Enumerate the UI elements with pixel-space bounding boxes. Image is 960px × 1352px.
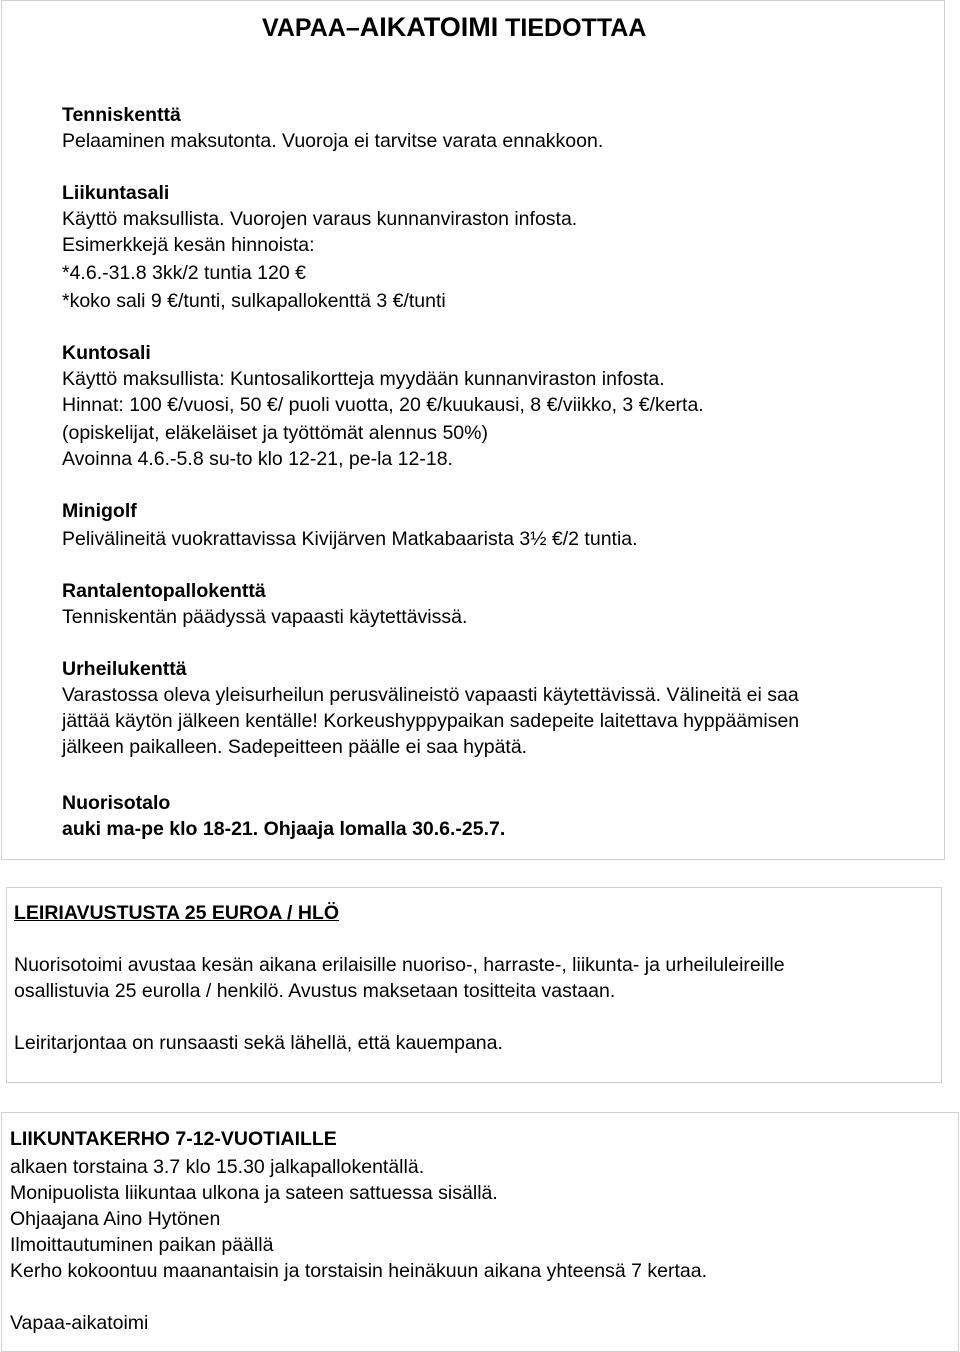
kuntosali-line-3: (opiskelijat, eläkeläiset ja työttömät alennus 50%) [62,422,488,444]
camp-grant-line-3: Leiritarjontaa on runsaasti sekä lähellä, että kauempana. [14,1032,503,1054]
camp-grant-line-1: Nuorisotoimi avustaa kesän aikana erilaisille nuoriso-, harraste-, liikunta- ja urheiluleireille [14,954,785,976]
kuntosali-line-4: Avoinna 4.6.-5.8 su-to klo 12-21, pe-la 12-18. [62,448,453,470]
urheilukentta-line-3: jälkeen paikalleen. Sadepeitteen päälle ei saa hypätä. [62,736,528,758]
sports-club-line-3: Ohjaajana Aino Hytönen [10,1208,221,1230]
camp-grant-heading: LEIRIAVUSTUSTA 25 EUROA / HLÖ [14,902,340,924]
sports-club-line-2: Monipuolista liikuntaa ulkona ja sateen sattuessa sisällä. [10,1182,498,1204]
urheilukentta-line-1: Varastossa oleva yleisurheilun perusvälineistö vapaasti käytettävissä. Välineitä ei saa [62,684,799,706]
rantalento-heading: Rantalentopallokenttä [62,580,266,602]
tennis-text: Pelaaminen maksutonta. Vuoroja ei tarvitse varata ennakkoon. [62,130,604,152]
sports-club-line-5: Kerho kokoontuu maanantaisin ja torstaisin heinäkuun aikana yhteensä 7 kertaa. [10,1260,708,1282]
liikuntasali-line-2: Esimerkkejä kesän hinnoista: [62,234,315,256]
liikuntasali-heading: Liikuntasali [62,182,170,204]
minigolf-heading: Minigolf [62,500,137,522]
camp-grant-line-2: osallistuvia 25 eurolla / henkilö. Avustus maksetaan tositteita vastaan. [14,980,616,1002]
rantalento-text: Tenniskentän päädyssä vapaasti käytettävissä. [62,606,468,628]
liikuntasali-line-4: *koko sali 9 €/tunti, sulkapallokenttä 3 €/tunti [62,290,446,312]
sports-club-heading: LIIKUNTAKERHO 7-12-VUOTIAILLE [10,1128,337,1150]
urheilukentta-heading: Urheilukenttä [62,658,187,680]
urheilukentta-line-2: jättää käytön jälkeen kentälle! Korkeushyppypaikan sadepeite laitettava hyppäämisen [62,710,800,732]
sports-club-line-4: Ilmoittautuminen paikan päällä [10,1234,274,1256]
kuntosali-heading: Kuntosali [62,342,151,364]
signature: Vapaa-aikatoimi [10,1312,149,1334]
nuorisotalo-hours: auki ma-pe klo 18-21. Ohjaaja lomalla 30.6.-25.7. [62,818,506,840]
nuorisotalo-heading: Nuorisotalo [62,792,171,814]
minigolf-text: Pelivälineitä vuokrattavissa Kivijärven Matkabaarista 3½ €/2 tuntia. [62,528,638,550]
page-title: VAPAA–AIKATOIMI TIEDOTTAA [262,12,647,42]
sports-club-line-1: alkaen torstaina 3.7 klo 15.30 jalkapallokentällä. [10,1156,425,1178]
tennis-heading: Tenniskenttä [62,104,181,126]
liikuntasali-line-3: *4.6.-31.8 3kk/2 tuntia 120 € [62,262,306,284]
kuntosali-line-2: Hinnat: 100 €/vuosi, 50 €/ puoli vuotta, 20 €/kuukausi, 8 €/viikko, 3 €/kerta. [62,394,704,416]
liikuntasali-line-1: Käyttö maksullista. Vuorojen varaus kunnanviraston infosta. [62,208,578,230]
kuntosali-line-1: Käyttö maksullista: Kuntosalikortteja myydään kunnanviraston infosta. [62,368,665,390]
